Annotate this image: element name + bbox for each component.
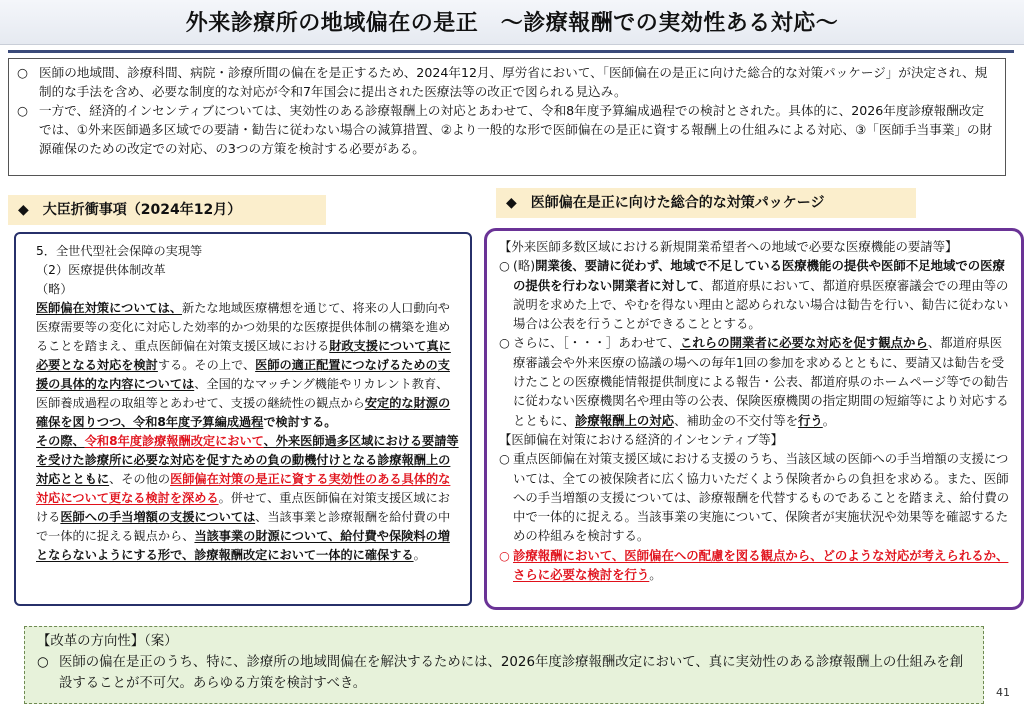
text-run: 開業後、要請に従わず、地域で不足している医療機能の提供や医師不足地域での医療の提供を行わない開業者に対して — [513, 258, 1005, 293]
text-run: 、補助金の不交付等を — [674, 412, 798, 428]
text-run: する。その上で、 — [157, 358, 256, 372]
omission-note: （略） — [36, 282, 73, 296]
text-run: 、当該事業と診療報酬を給付費の中で一体的に捉える観点から、 — [36, 510, 451, 543]
intro-item-text: 一方で、経済的インセンティブについては、実効性のある診療報酬上の対応とあわせて、令和8年度予算編成過程での検討とされた。具体的に、2026年度診療報酬改定では、①外来医師過多区域での要請・勧告に従わない場合の減算措置、②より一般的な形で医師偏在の是正に資する報酬上の仕組みによる対応、③「医師手当事業」の財源確保のための改定での対応、の3つの方策を検討する必要がある。 — [39, 103, 993, 156]
title-rule — [8, 50, 1014, 53]
text-run: 、外来医師過多区域における要請等を受けた診療所に必要な対応を促すための負の動機付けとなる診療報酬上の対応とともに — [36, 434, 459, 486]
text-run: 。併せて、重点医師偏在対策支援区域における — [36, 491, 450, 524]
text-run: さらに、［・・・］あわせて、 — [513, 335, 681, 351]
text-run: 。 — [413, 548, 426, 562]
text-run: これらの開業者に必要な対応を促す観点から — [680, 335, 928, 351]
bullet-marker: ○ — [17, 103, 28, 118]
package-item-text — [513, 256, 1011, 333]
section-number: 5．全世代型社会保障の実現等 — [36, 244, 203, 258]
package-subheading-1: 【外来医師多数区域における新規開業希望者への地域で必要な医療機能の要請等】 — [499, 239, 958, 254]
package-item-text — [513, 333, 1011, 429]
page-number: 41 — [996, 686, 1010, 699]
text-run: 医師偏在対策の是正に資する実効性のある具体的な対応について更なる検討を深める — [36, 472, 451, 505]
intro-item-text: 医師の地域間、診療科間、病院・診療所間の偏在を是正するため、2024年12月、厚労省において、「医師偏在の是正に向けた総合的な対策パッケージ」が決定され、規制的な手法を含め、必要な制度的な対応が令和7年国会に提出された医療法等の改正で図られる見込み。 — [39, 65, 988, 99]
text-run: 安定的な財源の確保を図りつつ、令和8年度予算編成過程 — [36, 396, 451, 429]
text-run: で検討する。 — [263, 415, 337, 429]
text-run: 医師の適正配置につなげるための支援の具体的な内容については — [36, 358, 450, 391]
bullet-marker: ○ — [17, 65, 28, 80]
reform-item-text: 医師の偏在是正のうち、特に、診療所の地域間偏在を解決するためには、2026年度診療報酬改定において、真に実効性のある診療報酬上の仕組みを創設することが不可欠。あらゆる方策を検討すべき。 — [59, 655, 964, 691]
reform-heading: 【改革の方向性】（案） — [37, 634, 178, 649]
text-run: 医師偏在対策については、 — [36, 301, 183, 315]
intro-item — [17, 63, 995, 101]
text-run: 行う — [797, 412, 823, 428]
text-run: (略) — [513, 258, 536, 274]
bullet-marker: ○ — [499, 451, 510, 467]
text-run: 診療報酬上の対応 — [574, 412, 675, 428]
package-item-highlight: 診療報酬において、医師偏在への配慮を図る観点から、どのような対応が考えられるか、さらに必要な検討を行う — [513, 547, 1009, 583]
reform-item — [37, 652, 971, 694]
text-run: 当該事業の財源について、給付費や保険料の増とならないようにする形で、診療報酬改定において一体的に確保する — [36, 529, 450, 562]
package-subheading-2: 【医師偏在対策における経済的インセンティブ等】 — [499, 431, 783, 447]
left-section-header: ◆ 大臣折衝事項（2024年12月） — [8, 195, 326, 225]
intro-item — [17, 101, 995, 158]
text-run: 、その他の — [109, 472, 171, 486]
bullet-marker: ○ — [37, 655, 49, 670]
package-item-end: 。 — [649, 567, 662, 583]
text-run: 財政支援について真に必要となる対応を検討 — [36, 339, 451, 372]
text-run: 、都道府県医療審議会や外来医療の協議の場への毎年1回の参加を求めるとともに、要請又は勧告を受けたことの医療機能情報提供制度による報告・公表、都道府県のホームページ等での勧告に従わない医療機関名や理由等の公表、保険医療機関の指定期間の短縮等により対応するとともに、 — [513, 335, 1009, 428]
text-run: その際、 — [36, 434, 85, 448]
package-item — [499, 546, 1011, 585]
page-title: 外来診療所の地域偏在の是正 ～診療報酬での実効性ある対応～ — [185, 11, 839, 36]
text-run: 医師への手当増額の支援については — [60, 510, 256, 524]
package-item — [499, 256, 1011, 333]
text-run: 令和8年度診療報酬改定において — [84, 434, 264, 448]
right-section-header: ◆ 医師偏在是正に向けた総合的な対策パッケージ — [496, 188, 916, 218]
minister-agreement-panel — [14, 232, 472, 606]
package-item-text: 重点医師偏在対策支援区域における支援のうち、当該区域の医師への手当増額の支援については、全ての被保険者に広く協力いただくよう保険者からの負担を求める。また、医師への手当増額の支援については、診療報酬を代替するものであることを踏まえ、給付費の中で一体的に捉える。当該事業の実施について、保険者が実施状況や効果等を確認するための枠組みを検討する。 — [513, 451, 1010, 544]
text-run: 、全国的なマッチング機能やリカレント教育、医師養成過程の取組等とあわせて、支援の継続性の観点から — [36, 377, 449, 410]
package-item — [499, 333, 1011, 429]
package-item — [499, 449, 1011, 545]
agreement-paragraph-2 — [36, 432, 460, 565]
bullet-marker: ○ — [499, 335, 510, 351]
text-run: 。 — [822, 412, 836, 428]
reform-direction-box — [24, 626, 984, 704]
bullet-marker: ○ — [499, 547, 510, 563]
text-run: 、都道府県において、都道府県医療審議会での理由等の説明を求めた上で、やむを得ない理由と認められない場合は勧告を行い、勧告に従わない場合は公表を行うことができることとする。 — [513, 277, 1009, 332]
bullet-marker: ○ — [499, 258, 510, 274]
agreement-paragraph-1 — [36, 299, 460, 432]
text-run: 新たな地域医療構想を通じて、将来の人口動向や医療需要等の変化に対応した効率的かつ効果的な医療提供体制の構築を進めることを踏まえ、重点医師偏在対策支援区域における — [36, 301, 451, 353]
policy-package-panel — [484, 228, 1024, 610]
intro-box — [8, 58, 1006, 176]
subsection-title: （2）医療提供体制改革 — [36, 263, 166, 277]
